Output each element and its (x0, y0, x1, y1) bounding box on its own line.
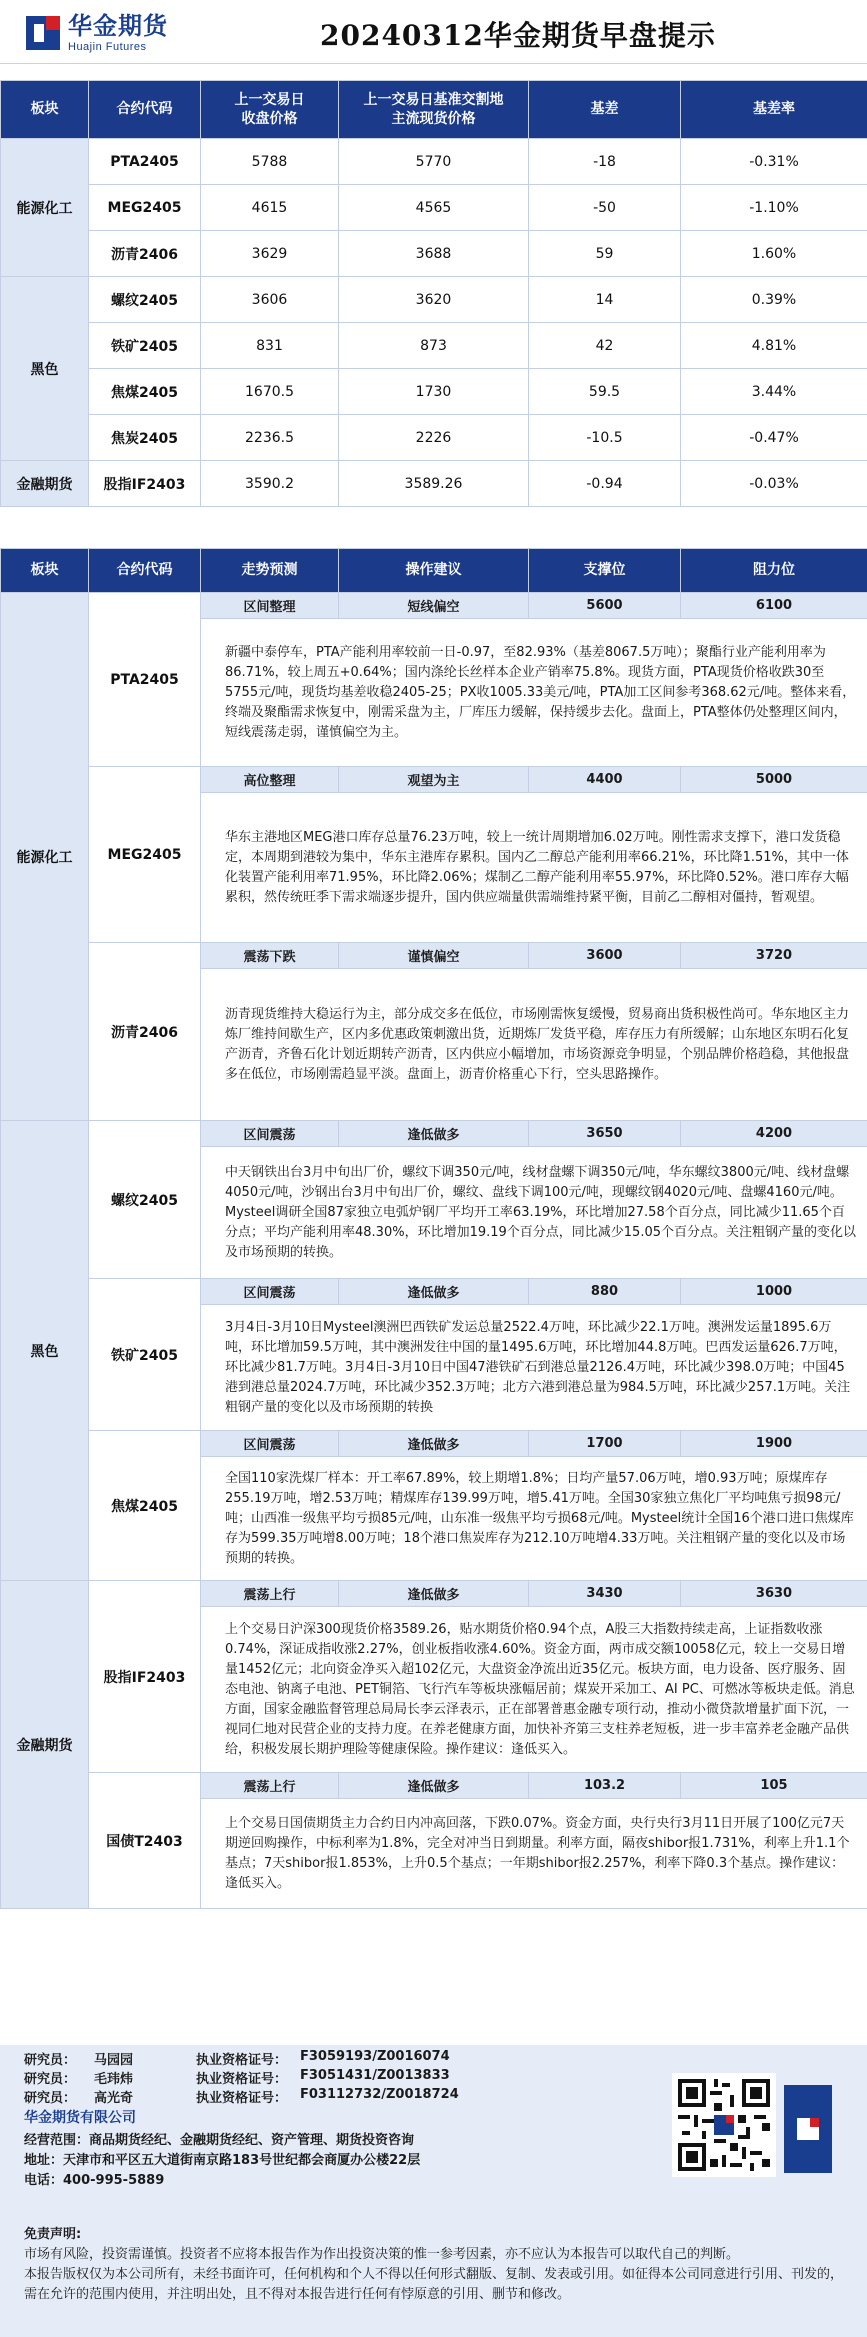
sector-cell: 黑色 (1, 277, 89, 461)
market-commentary: 沥青现货维持大稳运行为主，部分成交多在低位，市场刚需恢复缓慢，贸易商出货积极性尚可。华东地区主力炼厂维持间歇生产，区内多优惠政策刺激出货，近期炼厂发货平稳，库存压力有所缓解；山东地区东明石化复产沥青，齐鲁石化计划近期转产沥青，区内供应小幅增加，市场资源竞争明显，个别品牌价格趋稳，其他报盘多在低位，市场刚需趋显平淡。盘面上，沥青价格重心下行，空头思路操作。 (201, 969, 867, 1121)
company-phone: 电话：400-995-5889 (24, 2173, 165, 2188)
close-price: 1670.5 (201, 369, 339, 415)
trend-forecast: 区间震荡 (201, 1121, 339, 1147)
market-commentary: 全国110家洗煤厂样本：开工率67.89%，较上期增1.8%；日均产量57.06万吨，增0.93万吨；原煤库存255.19万吨，增2.53万吨；精煤库存139.99万吨，增5.41万吨。全国30家独立焦化厂平均吨焦亏损98元/吨；山西准一级焦平均亏损85元/吨，山东准一级焦平均亏损68元/吨。Mysteel统计全国16个港口进口焦煤库存为599.35万吨增8.00万吨；18个港口焦炭库存为212.10万吨增4.33万吨。关注粗钢产量的变化以及市场预期的转换。 (201, 1457, 867, 1581)
resistance-level: 6100 (681, 593, 867, 619)
operation-advice: 逢低做多 (339, 1581, 529, 1607)
close-price: 4615 (201, 185, 339, 231)
contract-code: 螺纹2405 (89, 1121, 201, 1279)
sector-cell: 金融期货 (1, 461, 89, 507)
contract-code: 沥青2406 (89, 943, 201, 1121)
advice-row (1, 1431, 867, 1457)
cert-number: F03112732/Z0018724 (300, 2087, 459, 2102)
resistance-level: 4200 (681, 1121, 867, 1147)
contract-code: MEG2405 (89, 185, 201, 231)
market-commentary: 3月4日-3月10日Mysteel澳洲巴西铁矿发运总量2522.4万吨，环比减少22.1万吨。澳洲发运量1895.6万吨，环比增加59.5万吨，其中澳洲发往中国的量1495.6万吨，环比增加44.8万吨。巴西发运量626.7万吨，环比减少81.7万吨。3月4日-3月10日中国47港铁矿石到港总量2126.4万吨，环比减少398.0万吨；中国45港到港总量2024.7万吨，环比减少352.3万吨；北方六港到港总量为984.5万吨，环比减少257.1万吨。关注粗钢产量的变化以及市场预期的转换 (201, 1305, 867, 1431)
table-row (1, 231, 867, 277)
researcher-label: 研究员： (24, 2072, 77, 2087)
column-header: 支撑位 (529, 549, 681, 593)
operation-advice: 逢低做多 (339, 1431, 529, 1457)
researcher-label: 研究员： (24, 2091, 77, 2106)
disclaimer-text-2: 本报告版权仅为本公司所有，未经书面许可，任何机构和个人不得以任何形式翻版、复制、发表或引用。如征得本公司同意进行引用、刊发的，需在允许的范围内使用，并注明出处，且不得对本报告进行任何有悖原意的引用、删节和修改。 (24, 2267, 844, 2302)
operation-advice: 逢低做多 (339, 1279, 529, 1305)
basis-rate: -0.31% (681, 139, 867, 185)
spot-price: 3589.26 (339, 461, 529, 507)
operation-advice: 逢低做多 (339, 1773, 529, 1799)
basis-value: 14 (529, 277, 681, 323)
spot-price: 3688 (339, 231, 529, 277)
market-commentary: 华东主港地区MEG港口库存总量76.23万吨，较上一统计周期增加6.02万吨。刚性需求支撑下，港口发货稳定，本周期到港较为集中，华东主港库存累积。国内乙二醇总产能利用率66.21%，环比降1.51%，其中一体化装置产能利用率71.95%，环比降2.06%；煤制乙二醇产能利用率55.97%，环比降0.52%。港口库存大幅累积，然传统旺季下需求端逐步提升，国内供应端量供需端维持紧平衡，目前乙二醇相对僵持，暂观望。 (201, 793, 867, 943)
contract-code: 铁矿2405 (89, 323, 201, 369)
contract-code: 焦炭2405 (89, 415, 201, 461)
market-commentary: 新疆中泰停车，PTA产能利用率较前一日-0.97，至82.93%（基差8067.5万吨）；聚酯行业产能利用率为86.71%，较上周五+0.64%；国内涤纶长丝样本企业产销率75.8%。现货方面，PTA现货价格收跌30至5755元/吨，现货均基差收稳2405-25；PX收1005.33美元/吨，PTA加工区间参考368.62元/吨。整体来看，终端及聚酯需求恢复中，刚需采盘为主，厂库压力缓解，保持缓步去化。盘面上，PTA整体仍处整理区间内，短线震荡走弱，谨慎偏空为主。 (201, 619, 867, 767)
report-header (0, 0, 867, 64)
support-level: 880 (529, 1279, 681, 1305)
logo-text-en: Huajin Futures (68, 40, 147, 53)
column-header: 合约代码 (89, 549, 201, 593)
contract-code: 沥青2406 (89, 231, 201, 277)
basis-table (0, 80, 867, 507)
sector-cell: 金融期货 (1, 1581, 89, 1909)
trend-forecast: 区间整理 (201, 593, 339, 619)
basis-rate: 1.60% (681, 231, 867, 277)
business-scope: 经营范围：商品期货经纪、金融期货经纪、资产管理、期货投资咨询 (24, 2133, 415, 2148)
operation-advice: 短线偏空 (339, 593, 529, 619)
contract-code: 国债T2403 (89, 1773, 201, 1909)
advice-row (1, 593, 867, 619)
column-header: 板块 (1, 81, 89, 139)
resistance-level: 3720 (681, 943, 867, 969)
close-price: 831 (201, 323, 339, 369)
report-footer (0, 2045, 867, 2337)
contract-code: MEG2405 (89, 767, 201, 943)
resistance-level: 3630 (681, 1581, 867, 1607)
advice-table (0, 548, 867, 1909)
column-header: 阻力位 (681, 549, 867, 593)
table-row (1, 369, 867, 415)
column-header: 基差率 (681, 81, 867, 139)
operation-advice: 逢低做多 (339, 1121, 529, 1147)
spot-price: 4565 (339, 185, 529, 231)
contract-code: PTA2405 (89, 139, 201, 185)
advice-row (1, 1773, 867, 1799)
resistance-level: 1900 (681, 1431, 867, 1457)
basis-value: 42 (529, 323, 681, 369)
cert-label: 执业资格证号： (196, 2072, 288, 2087)
close-price: 5788 (201, 139, 339, 185)
close-price: 3629 (201, 231, 339, 277)
support-level: 103.2 (529, 1773, 681, 1799)
disclaimer-text-1: 市场有风险，投资需谨慎。投资者不应将本报告作为作出投资决策的惟一参考因素，亦不应认为本报告可以取代自己的判断。 (24, 2247, 740, 2262)
logo-text-cn: 华金期货 (68, 11, 168, 40)
resistance-level: 1000 (681, 1279, 867, 1305)
support-level: 3650 (529, 1121, 681, 1147)
trend-forecast: 震荡下跌 (201, 943, 339, 969)
operation-advice: 谨慎偏空 (339, 943, 529, 969)
column-header: 操作建议 (339, 549, 529, 593)
contract-code: 股指IF2403 (89, 461, 201, 507)
contract-code: PTA2405 (89, 593, 201, 767)
column-header: 上一交易日 收盘价格 (201, 81, 339, 139)
support-level: 3600 (529, 943, 681, 969)
close-price: 3606 (201, 277, 339, 323)
column-header: 基差 (529, 81, 681, 139)
trend-forecast: 区间震荡 (201, 1431, 339, 1457)
table-row (1, 139, 867, 185)
market-commentary: 上个交易日沪深300现货价格3589.26，贴水期货价格0.94个点，A股三大指数持续走高，上证指数收涨0.74%，深证成指收涨2.27%，创业板指收涨4.60%。资金方面，两市成交额10058亿元，较上一交易日增量1452亿元；北向资金净买入超102亿元，大盘资金净流出近35亿元。板块方面，电力设备、医疗服务、固态电池、钠离子电池、PET铜箔、飞行汽车等板块涨幅居前；煤炭开采加工、AI PC、可燃冰等板块走低。消息方面，国家金融监督管理总局局长李云泽表示，正在部署普惠金融专项行动，推动小微贷款增量扩面下沉，一视同仁地对民营企业的支持力度。在养老健康方面，加快补齐第三支柱养老短板，进一步丰富养老金融产品供给，积极发展长期护理险等健康保险。操作建议：逢低买入。 (201, 1607, 867, 1773)
cert-label: 执业资格证号： (196, 2091, 288, 2106)
support-level: 4400 (529, 767, 681, 793)
resistance-level: 105 (681, 1773, 867, 1799)
trend-forecast: 震荡上行 (201, 1773, 339, 1799)
qr-code-icon (672, 2073, 776, 2177)
trend-forecast: 区间震荡 (201, 1279, 339, 1305)
column-header: 上一交易日基准交割地 主流现货价格 (339, 81, 529, 139)
advice-row (1, 767, 867, 793)
basis-rate: 4.81% (681, 323, 867, 369)
researcher-name: 高光奇 (94, 2091, 134, 2106)
basis-value: -10.5 (529, 415, 681, 461)
basis-rate: 3.44% (681, 369, 867, 415)
contract-code: 股指IF2403 (89, 1581, 201, 1773)
table-row (1, 277, 867, 323)
close-price: 2236.5 (201, 415, 339, 461)
contract-code: 铁矿2405 (89, 1279, 201, 1431)
support-level: 1700 (529, 1431, 681, 1457)
trend-forecast: 高位整理 (201, 767, 339, 793)
company-logo (26, 10, 206, 56)
close-price: 3590.2 (201, 461, 339, 507)
column-header: 板块 (1, 549, 89, 593)
contract-code: 焦煤2405 (89, 1431, 201, 1581)
sector-cell: 能源化工 (1, 139, 89, 277)
table-row (1, 185, 867, 231)
researcher-name: 毛玮炜 (94, 2072, 134, 2087)
column-header: 合约代码 (89, 81, 201, 139)
table-row (1, 415, 867, 461)
spot-price: 1730 (339, 369, 529, 415)
basis-value: -18 (529, 139, 681, 185)
basis-rate: -1.10% (681, 185, 867, 231)
cert-number: F3059193/Z0016074 (300, 2049, 450, 2064)
market-commentary: 中天钢铁出台3月中旬出厂价，螺纹下调350元/吨，线材盘螺下调350元/吨，华东螺纹3800元/吨、线材盘螺4050元/吨，沙钢出台3月中旬出厂价，螺纹、盘线下调100元/吨，现螺纹钢4020元/吨、盘螺4160元/吨。Mysteel调研全国87家独立电弧炉钢厂平均开工率63.19%，环比增加27.58个百分点，同比减少11.65个百分点；平均产能利用率48.30%，环比增加19.19个百分点，同比减少15.05个百分点。关注粗钢产量的变化以及市场预期的转换。 (201, 1147, 867, 1279)
company-name: 华金期货有限公司 (24, 2110, 136, 2126)
spot-price: 873 (339, 323, 529, 369)
table-row (1, 461, 867, 507)
spot-price: 3620 (339, 277, 529, 323)
contract-code: 螺纹2405 (89, 277, 201, 323)
column-header: 走势预测 (201, 549, 339, 593)
basis-rate: -0.47% (681, 415, 867, 461)
disclaimer (24, 2225, 844, 2305)
basis-value: 59.5 (529, 369, 681, 415)
basis-rate: -0.03% (681, 461, 867, 507)
basis-value: -0.94 (529, 461, 681, 507)
cert-label: 执业资格证号： (196, 2053, 288, 2068)
company-address: 地址：天津市和平区五大道街南京路183号世纪都会商厦办公楼22层 (24, 2153, 421, 2168)
disclaimer-title: 免责声明: (24, 2227, 82, 2242)
sector-cell: 黑色 (1, 1121, 89, 1581)
support-level: 3430 (529, 1581, 681, 1607)
basis-value: 59 (529, 231, 681, 277)
logo-mark-icon (26, 16, 60, 50)
spot-price: 2226 (339, 415, 529, 461)
basis-rate: 0.39% (681, 277, 867, 323)
resistance-level: 5000 (681, 767, 867, 793)
advice-row (1, 1121, 867, 1147)
table-row (1, 323, 867, 369)
researcher-name: 马园园 (94, 2053, 134, 2068)
contract-code: 焦煤2405 (89, 369, 201, 415)
spot-price: 5770 (339, 139, 529, 185)
advice-row (1, 943, 867, 969)
operation-advice: 观望为主 (339, 767, 529, 793)
mini-logo-icon (784, 2085, 832, 2173)
report-title: 20240312华金期货早盘提示 (320, 19, 716, 52)
market-commentary: 上个交易日国债期货主力合约日内冲高回落，下跌0.07%。资金方面，央行央行3月11日开展了100亿元7天期逆回购操作，中标利率为1.8%，完全对冲当日到期量。利率方面，隔夜shibor报1.731%，利率上升1.1个基点；7天shibor报1.853%，上升0.5个基点；一年期shibor报2.257%，利率下降0.3个基点。操作建议：逢低买入。 (201, 1799, 867, 1909)
sector-cell: 能源化工 (1, 593, 89, 1121)
advice-row (1, 1279, 867, 1305)
basis-value: -50 (529, 185, 681, 231)
cert-number: F3051431/Z0013833 (300, 2068, 450, 2083)
advice-row (1, 1581, 867, 1607)
researcher-label: 研究员： (24, 2053, 77, 2068)
trend-forecast: 震荡上行 (201, 1581, 339, 1607)
support-level: 5600 (529, 593, 681, 619)
